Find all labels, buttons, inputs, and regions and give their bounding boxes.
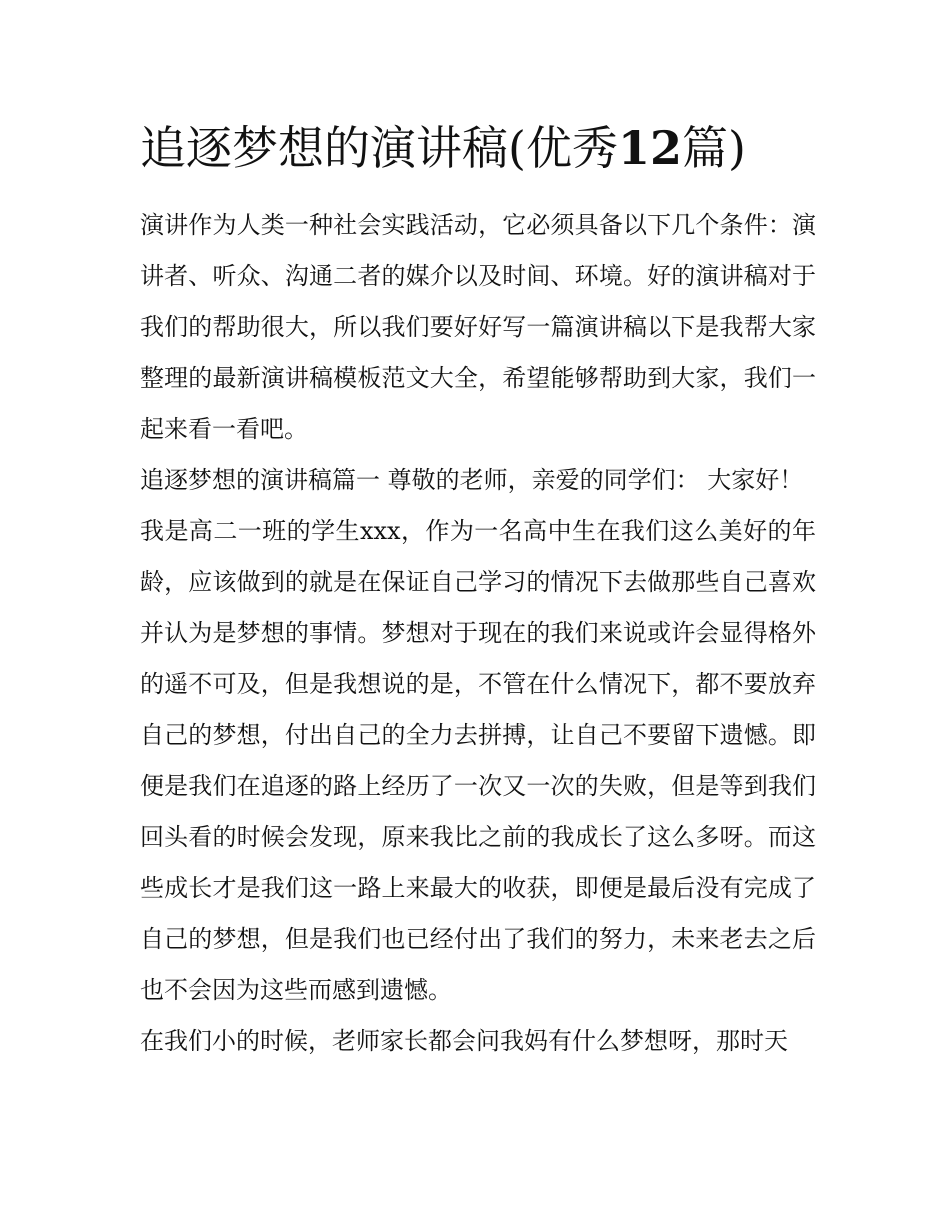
paragraph-greeting: 追逐梦想的演讲稿篇一 尊敬的老师，亲爱的同学们： 大家好！	[140, 466, 804, 494]
title-suffix: 篇)	[681, 121, 746, 175]
document-title	[140, 118, 820, 178]
paragraph-continued: 在我们小的时候，老师家长都会问我妈有什么梦想呀，那时天	[140, 1027, 788, 1055]
paragraph-intro: 演讲作为人类一种社会实践活动，它必须具备以下几个条件：演讲者、听众、沟通二者的媒介以及时间、环境。好的演讲稿对于我们的帮助很大，所以我们要好好写一篇演讲稿以下是我帮大家整理的最新演讲稿模板范文大全，希望能够帮助到大家，我们一起来看一看吧。	[140, 211, 816, 443]
title-number: 12	[617, 121, 682, 175]
document-body	[140, 200, 816, 1067]
paragraph-main: 我是高二一班的学生xxx，作为一名高中生在我们这么美好的年龄，应该做到的就是在保证自己学习的情况下去做那些自己喜欢并认为是梦想的事情。梦想对于现在的我们来说或许会显得格外的遥不可及，但是我想说的是，不管在什么情况下，都不要放弃自己的梦想，付出自己的全力去拼搏，让自己不要留下遗憾。即便是我们在追逐的路上经历了一次又一次的失败，但是等到我们回头看的时候会发现，原来我比之前的我成长了这么多呀。而这些成长才是我们这一路上来最大的收获，即便是最后没有完成了自己的梦想，但是我们也已经付出了我们的努力，未来老去之后也不会因为这些而感到遗憾。	[140, 517, 816, 1004]
title-prefix: 追逐梦想的演讲稿(优秀	[140, 121, 618, 175]
